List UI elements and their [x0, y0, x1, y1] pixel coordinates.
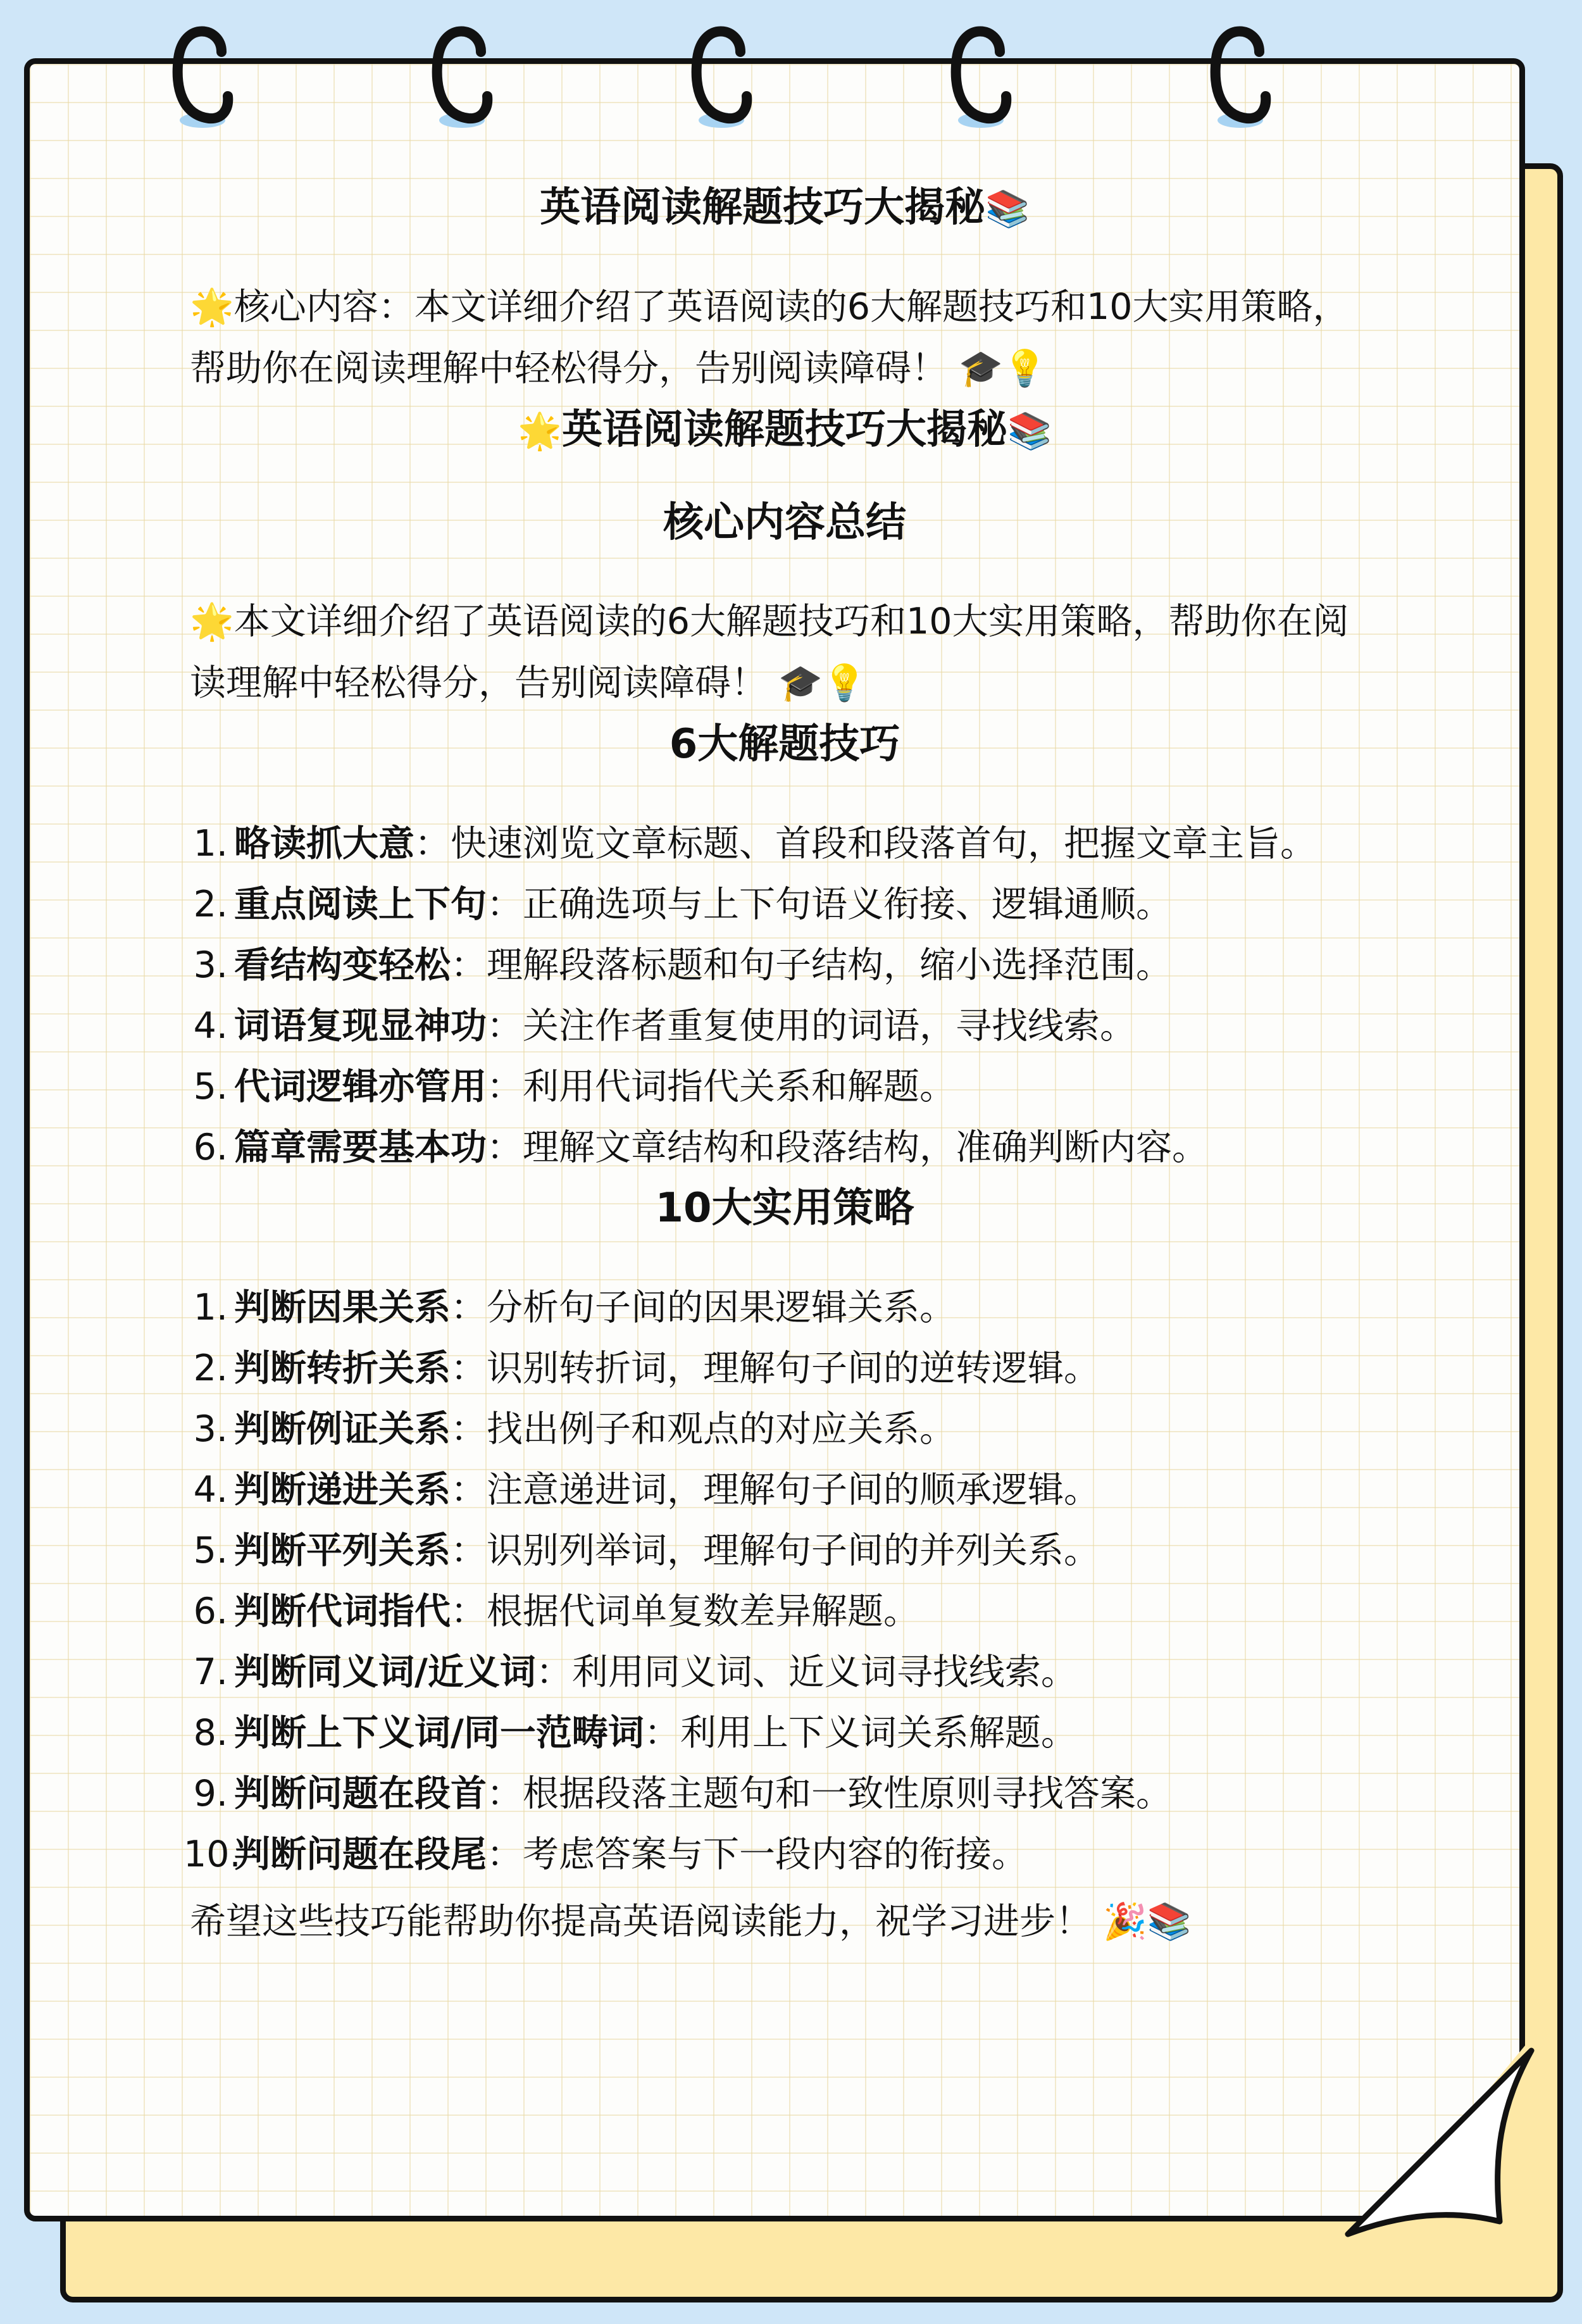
list-number: 1. — [193, 823, 228, 865]
article — [184, 184, 1380, 1952]
list-item — [190, 1056, 1380, 1117]
binding-ring-icon — [1190, 14, 1285, 134]
list-term: 篇章需要基本功 — [234, 1127, 487, 1169]
list-desc: ：理解段落标题和句子结构，缩小选择范围。 — [451, 944, 1172, 987]
list-number: 4. — [193, 1005, 228, 1047]
list-number: 4. — [193, 1468, 228, 1511]
list-item — [190, 1520, 1380, 1581]
list-item — [190, 1277, 1380, 1338]
list-item — [190, 1338, 1380, 1399]
list-number: 3. — [193, 1408, 228, 1450]
list-term: 判断代词指代 — [234, 1590, 451, 1632]
list-term: 判断同义词/近义词 — [234, 1651, 536, 1693]
list-desc: ：正确选项与上下句语义衔接、逻辑通顺。 — [487, 884, 1172, 926]
list-number: 7. — [193, 1651, 228, 1693]
skills-list — [190, 813, 1380, 1178]
list-desc: ：分析句子间的因果逻辑关系。 — [451, 1286, 956, 1328]
list-number: 8. — [193, 1711, 228, 1754]
intro-paragraph — [190, 277, 1380, 399]
star-icon: 🌟 — [190, 286, 234, 328]
list-number: 5. — [193, 1066, 228, 1108]
list-number: 3. — [193, 944, 228, 987]
list-item — [190, 1459, 1380, 1520]
list-number: 5. — [193, 1529, 228, 1571]
list-number: 1. — [193, 1286, 228, 1328]
page-title-text: 英语阅读解题技巧大揭秘 — [540, 184, 986, 231]
list-desc: ：根据代词单复数差异解题。 — [451, 1590, 919, 1632]
list-desc: ：快速浏览文章标题、首段和段落首句，把握文章主旨。 — [414, 823, 1316, 865]
list-item — [190, 935, 1380, 996]
books-icon: 📚 — [1007, 410, 1052, 452]
binding-ring-icon — [152, 14, 247, 134]
binding-ring-icon — [411, 14, 506, 134]
summary-heading: 核心内容总结 — [663, 499, 906, 546]
list-desc: ：识别转折词，理解句子间的逆转逻辑。 — [451, 1347, 1100, 1389]
list-term: 代词逻辑亦管用 — [234, 1066, 487, 1108]
list-desc: ：理解文章结构和段落结构，准确判断内容。 — [487, 1127, 1208, 1169]
list-number: 10. — [184, 1833, 241, 1875]
star-icon: 🌟 — [518, 410, 562, 452]
list-item — [184, 1824, 1380, 1885]
summary-paragraph — [190, 591, 1380, 714]
list-item — [190, 1399, 1380, 1459]
party-books-icon: 🎉📚 — [1103, 1901, 1192, 1942]
page-title — [190, 184, 1380, 232]
list-term: 判断递进关系 — [234, 1468, 451, 1511]
list-item — [190, 1763, 1380, 1824]
star-icon: 🌟 — [190, 601, 234, 643]
list-term: 判断转折关系 — [234, 1347, 451, 1389]
list-desc: ：利用同义词、近义词寻找线索。 — [535, 1651, 1077, 1693]
intro-text: 核心内容：本文详细介绍了英语阅读的6大解题技巧和10大实用策略，帮助你在阅读理解中轻松得分，告别阅读障碍！ — [190, 285, 1349, 389]
list-item — [190, 1117, 1380, 1178]
grad-cap-bulb-icon: 🎓💡 — [959, 347, 1047, 389]
strategies-heading: 10大实用策略 — [655, 1185, 914, 1232]
binding-ring-icon — [930, 14, 1025, 134]
closing-paragraph — [190, 1891, 1380, 1952]
list-desc: ：关注作者重复使用的词语，寻找线索。 — [487, 1005, 1136, 1047]
list-item — [190, 874, 1380, 935]
books-icon: 📚 — [985, 189, 1030, 230]
list-desc: ：识别列举词，理解句子间的并列关系。 — [451, 1529, 1100, 1571]
binding-ring-icon — [671, 14, 766, 134]
list-term: 判断因果关系 — [234, 1286, 451, 1328]
list-desc: ：根据段落主题句和一致性原则寻找答案。 — [487, 1772, 1172, 1815]
list-term: 判断例证关系 — [234, 1408, 451, 1450]
closing-text: 希望这些技巧能帮助你提高英语阅读能力，祝学习进步！ — [190, 1900, 1092, 1942]
list-term: 判断问题在段首 — [234, 1772, 487, 1815]
subtitle — [190, 406, 1380, 454]
grad-cap-bulb-icon: 🎓💡 — [778, 663, 867, 704]
list-number: 2. — [193, 1347, 228, 1389]
list-number: 6. — [193, 1590, 228, 1632]
list-item — [190, 813, 1380, 874]
list-item — [190, 1642, 1380, 1702]
skills-heading: 6大解题技巧 — [669, 721, 900, 768]
list-term: 略读抓大意 — [234, 823, 414, 865]
list-term: 判断平列关系 — [234, 1529, 451, 1571]
list-term: 看结构变轻松 — [234, 944, 451, 987]
summary-text: 本文详细介绍了英语阅读的6大解题技巧和10大实用策略，帮助你在阅读理解中轻松得分，告别阅读障碍！ — [190, 601, 1349, 704]
list-term: 判断问题在段尾 — [234, 1833, 487, 1875]
list-desc: ：注意递进词，理解句子间的顺承逻辑。 — [451, 1468, 1100, 1511]
list-desc: ：考虑答案与下一段内容的衔接。 — [487, 1833, 1028, 1875]
list-item — [190, 1702, 1380, 1763]
list-term: 重点阅读上下句 — [234, 884, 487, 926]
list-desc: ：找出例子和观点的对应关系。 — [451, 1408, 956, 1450]
subtitle-text: 英语阅读解题技巧大揭秘 — [562, 406, 1007, 453]
list-term: 词语复现显神功 — [234, 1005, 487, 1047]
page-curl-icon — [1342, 2032, 1557, 2240]
list-number: 2. — [193, 884, 228, 926]
list-desc: ：利用上下义词关系解题。 — [644, 1711, 1077, 1754]
list-item — [190, 996, 1380, 1056]
strategies-list — [184, 1277, 1380, 1885]
list-number: 9. — [193, 1772, 228, 1815]
list-term: 判断上下义词/同一范畴词 — [234, 1711, 644, 1754]
list-desc: ：利用代词指代关系和解题。 — [487, 1066, 956, 1108]
list-number: 6. — [193, 1127, 228, 1169]
list-item — [190, 1581, 1380, 1642]
